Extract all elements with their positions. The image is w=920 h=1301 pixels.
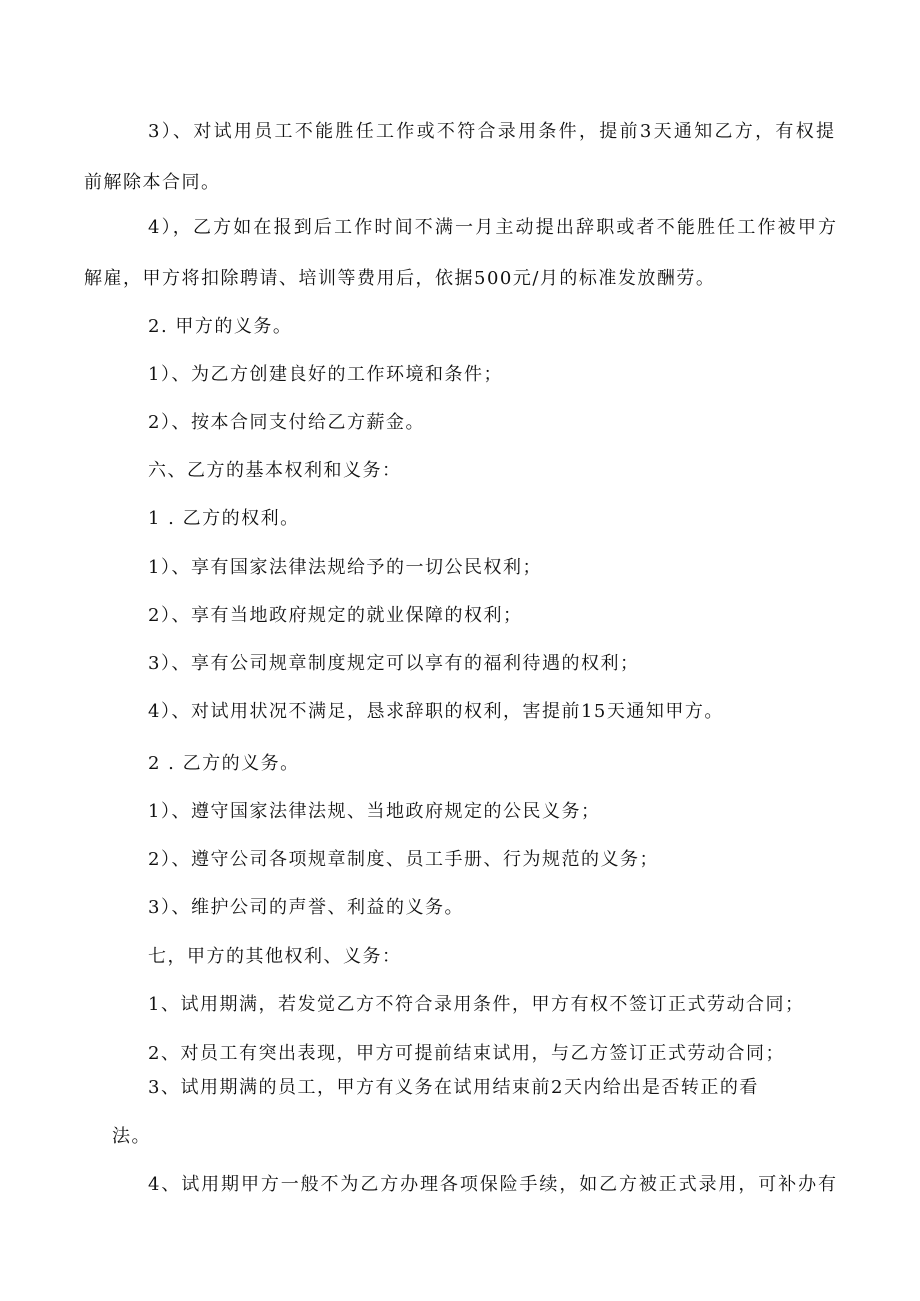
paragraph-line: 4、试用期甲方一般不为乙方办理各项保险手续，如乙方被正式录用，可补办有 [148,1174,836,1195]
section-heading: 六、乙方的基本权利和义务： [148,460,402,481]
paragraph-line: 解雇，甲方将扣除聘请、培训等费用后，依据500元/月的标准发放酬劳。 [84,268,716,289]
list-item: 2、对员工有突出表现，甲方可提前结束试用，与乙方签订正式劳动合同； [148,1043,785,1064]
paragraph-line: 前解除本合同。 [84,172,221,193]
section-heading: 七，甲方的其他权利、义务： [148,946,402,967]
paragraph-line: 3）、对试用员工不能胜任工作或不符合录用条件，提前3天通知乙方，有权提 [148,121,834,142]
section-heading: 2. 甲方的义务。 [148,316,293,337]
paragraph-line: 4），乙方如在报到后工作时间不满一月主动提出辞职或者不能胜任工作被甲方 [148,217,836,238]
list-item: 1）、为乙方创建良好的工作环境和条件； [148,364,503,385]
list-item: 2）、遵守公司各项规章制度、员工手册、行为规范的义务； [148,849,659,870]
list-item: 4）、对试用状况不满足，恳求辞职的权利，害提前15天通知甲方。 [148,701,724,722]
list-item: 3）、享有公司规章制度规定可以享有的福利待遇的权利； [148,653,640,674]
list-item: 1、试用期满，若发觉乙方不符合录用条件，甲方有权不签订正式劳动合同； [148,994,805,1015]
subsection-heading: 2 . 乙方的义务。 [148,753,300,774]
list-item: 2）、享有当地政府规定的就业保障的权利； [148,605,523,626]
subsection-heading: 1 . 乙方的权利。 [148,508,300,529]
list-item: 1）、享有国家法律法规给予的一切公民权利； [148,557,542,578]
list-item: 3）、维护公司的声誉、利益的义务。 [148,897,464,918]
list-item: 2）、按本合同支付给乙方薪金。 [148,412,425,433]
list-item: 3、试用期满的员工，甲方有义务在试用结束前2天内给出是否转正的看 [148,1077,759,1098]
list-item: 1）、遵守国家法律法规、当地政府规定的公民义务； [148,801,601,822]
paragraph-line: 法。 [112,1126,151,1147]
